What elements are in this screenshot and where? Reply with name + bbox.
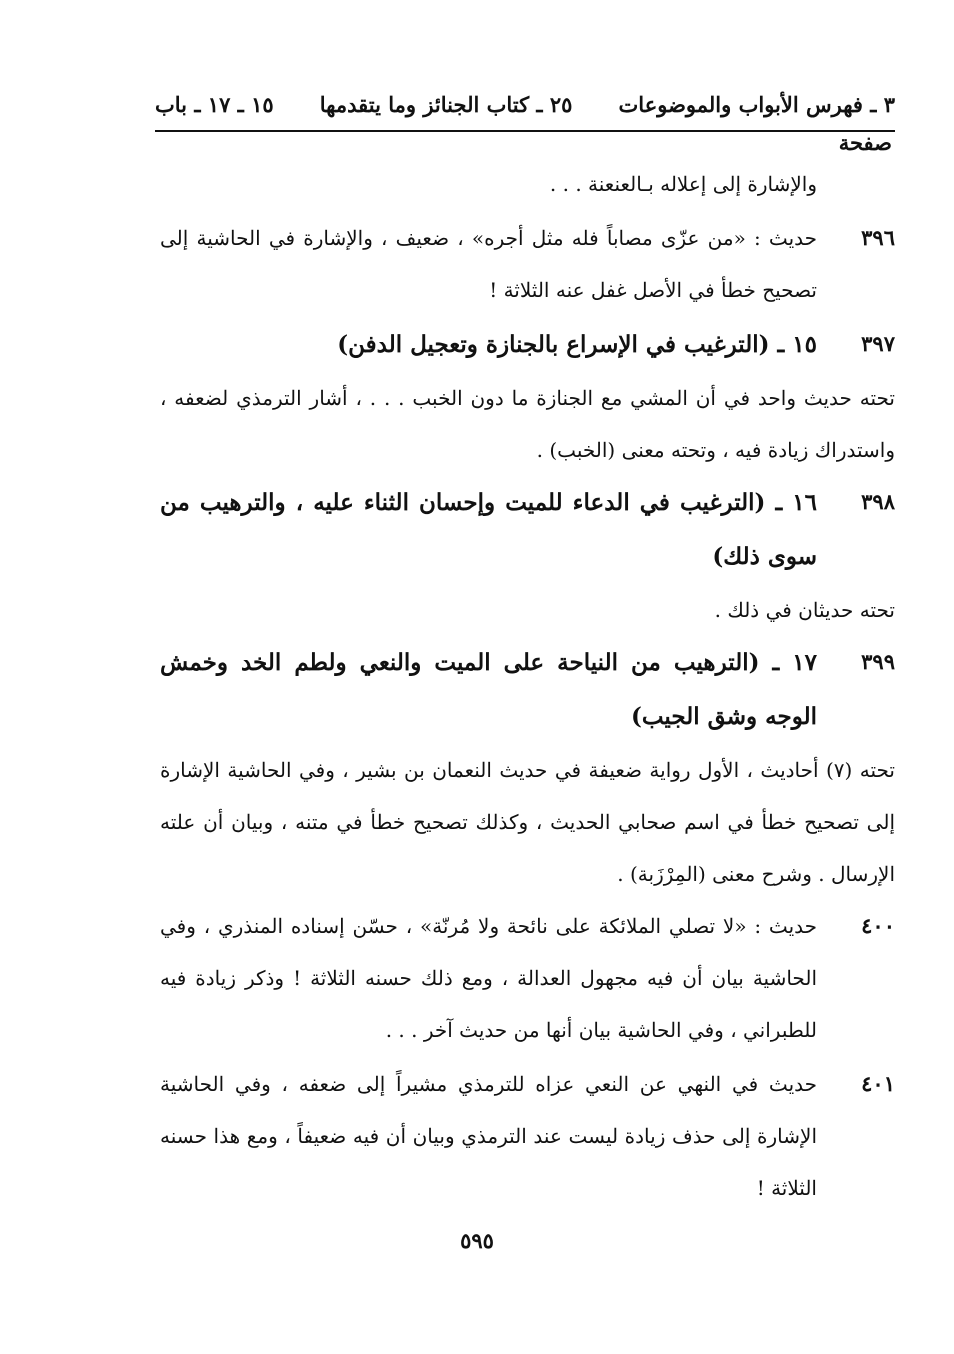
list-item xyxy=(160,636,895,900)
entry-number: ٤٠٠ xyxy=(861,913,895,938)
chapter-heading: ١٦ ـ (الترغيب في الدعاء للميت وإحسان الثناء عليه ، والترهيب من سوى ذلك) xyxy=(160,489,817,570)
list-item xyxy=(160,476,895,636)
entry-note: تحته (٧) أحاديث ، الأول رواية ضعيفة في حديث النعمان بن بشير ، وفي الحاشية الإشارة إلى تصحيح خطأ في اسم صحابي الحديث ، وكذلك تصحيح خطأ في متنه ، وبيان أن علته الإرسال . وشرح معنى (المِرْزَبة) . xyxy=(160,758,895,886)
page-column-label: صفحة xyxy=(838,130,892,155)
running-header xyxy=(155,92,895,128)
entry-text: والإشارة إلى إعلاله بـالعنعنة . . . xyxy=(549,172,817,196)
list-item xyxy=(160,1058,895,1214)
entry-text: حديث في النهي عن النعي عزاه للترمذي مشيراً إلى ضعفه ، وفي الحاشية الإشارة إلى حذف زيادة ليست عند الترمذي وبيان أن فيه ضعيفاً ، ومع هذا حسنه الثلاثة ! xyxy=(160,1072,817,1200)
chapter-heading: ١٧ ـ (الترهيب من النياحة على الميت والنعي ولطم الخد وخمش الوجه وشق الجيب) xyxy=(160,649,817,730)
entry-text: حديث : «من عزّى مصاباً فله مثل أجره» ، ضعيف ، والإشارة في الحاشية إلى تصحيح خطأ في الأصل غفل عنه الثلاثة ! xyxy=(160,226,817,302)
entry-number: ٣٩٦ xyxy=(861,225,895,250)
page-number: ٥٩٥ xyxy=(460,1228,494,1253)
entry-number: ٣٩٧ xyxy=(861,331,895,356)
header-section-title: ٣ ـ فهرس الأبواب والموضوعات xyxy=(618,92,895,117)
entry-note: تحته حديثان في ذلك . xyxy=(714,598,895,622)
entry-number: ٣٩٩ xyxy=(861,649,895,674)
list-item xyxy=(160,318,895,476)
entry-note: تحته حديث واحد في أن المشي مع الجنازة ما دون الخبب . . . ، أشار الترمذي لضعفه ، واستدراك زيادة فيه ، وتحته معنى (الخبب) . xyxy=(160,386,895,462)
entry-number: ٣٩٨ xyxy=(861,489,895,514)
entry-number: ٤٠١ xyxy=(861,1071,895,1096)
list-item xyxy=(160,212,895,316)
continuation-line xyxy=(160,158,895,210)
chapter-heading: ١٥ ـ (الترغيب في الإسراع بالجنازة وتعجيل الدفن) xyxy=(337,331,817,358)
header-rule xyxy=(155,130,895,132)
entry-text: حديث : «لا تصلي الملائكة على نائحة ولا مُرنّة» ، حسّن إسناده المنذري ، وفي الحاشية بيان أن فيه مجهول العدالة ، ومع ذلك حسنه الثلاثة ! وذكر زيادة فيه للطبراني ، وفي الحاشية بيان أنها من حديث آخر . . . xyxy=(160,914,817,1042)
header-book-title: ٢٥ ـ كتاب الجنائز وما يتقدمها xyxy=(319,92,573,117)
header-chapter-range: ١٥ ـ ١٧ ـ باب xyxy=(155,92,274,117)
index-entries xyxy=(160,158,895,1216)
list-item xyxy=(160,900,895,1056)
